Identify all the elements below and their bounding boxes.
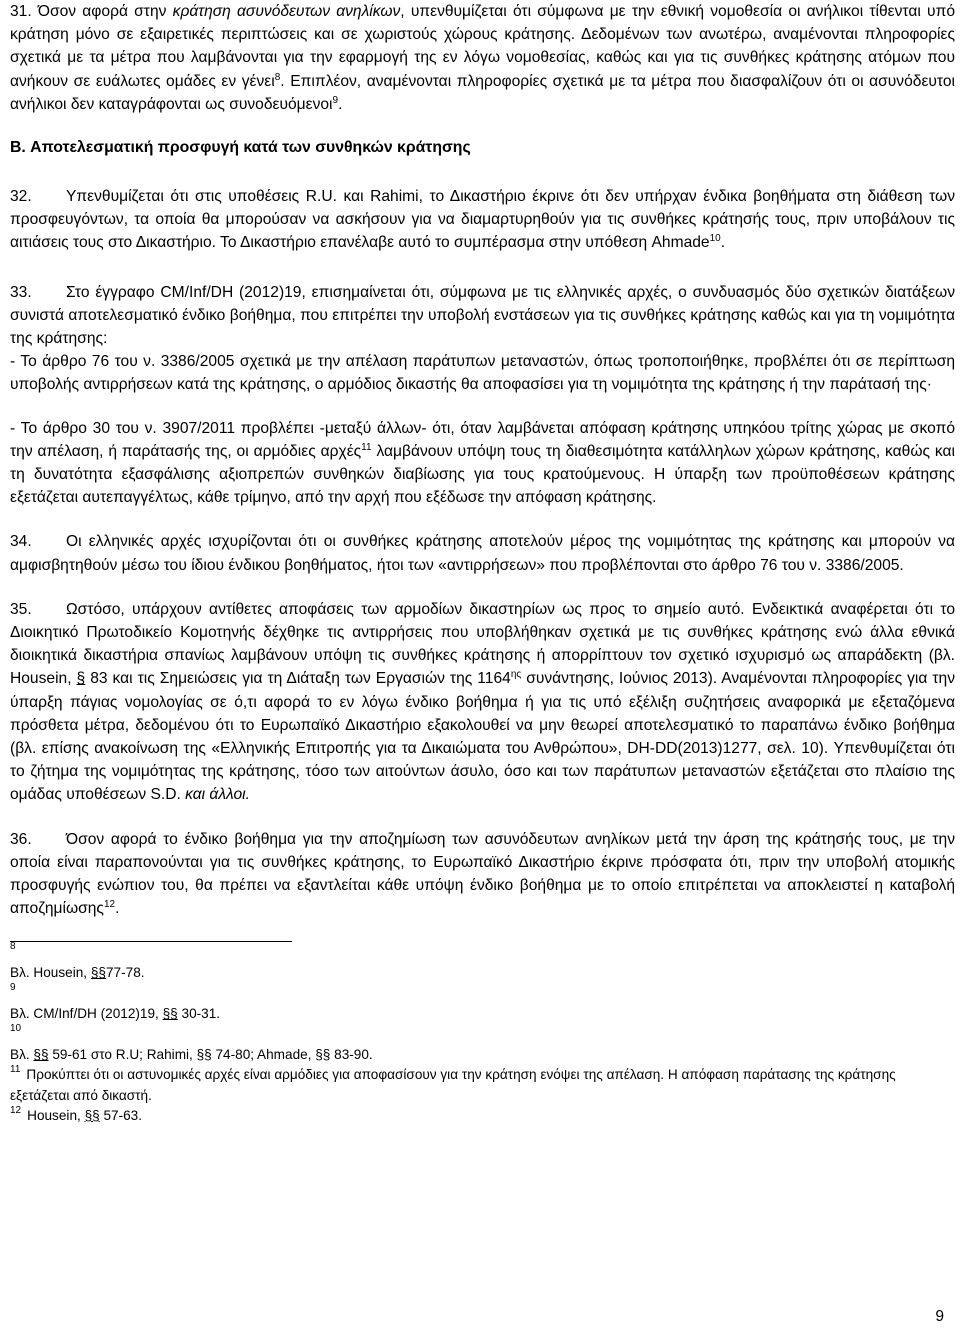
paragraph-number: 36. bbox=[10, 830, 32, 848]
page-number: 9 bbox=[935, 1308, 944, 1325]
section-heading: B. Αποτελεσματική προσφυγή κατά των συνθηκών κράτησης bbox=[10, 139, 471, 157]
document-page bbox=[10, 0, 955, 1127]
paragraph-34: 34. Οι ελληνικές αρχές ισχυρίζονται ότι οι συνθήκες κράτησης αποτελούν μέρος της νομιμότητας της κράτησης και μπορούν να αμφισβητηθούν μέσω του ίδιου ένδικου βοηθήματος, ήτοι των «αντιρρήσεων» που προβλέπονται στο άρθρο 76 του ν. 3386/2005. bbox=[10, 530, 955, 576]
paragraph-number: 34. bbox=[10, 533, 32, 551]
paragraph-31: 31. Όσον αφορά στην κράτηση ασυνόδευτων ανηλίκων, υπενθυμίζεται ότι σύμφωνα με την εθνική νομοθεσία οι ανήλικοι τίθενται υπό κράτηση μόνο σε εξαιρετικές περιπτώσεις και σε χωριστούς χώρους κράτησης. Δεδομένων των ανωτέρω, αναμένονται πληροφορίες σχετικά με τα μέτρα που λαμβάνονται για την εφαρμογή της εν λόγω νομοθεσίας, καθώς και για τις συνθήκες κράτησης ατόμων που ανήκουν σε ευάλωτες ομάδες εν γένει$^8$. Επιπλέον, αναμένονται πληροφορίες σχετικά με τα μέτρα που διασφαλίζουν ότι οι ασυνόδευτοι ανήλικοι δεν καταγράφονται ως συνοδευόμενοι$^9$. bbox=[10, 3, 956, 113]
footnote-ref-12[interactable]: 12 bbox=[103, 899, 116, 911]
footnote-10: $^{10}$ Βλ. §§ 59-61 στο R.U; Rahimi, §§ 74-80; Ahmade, §§ 83-90. bbox=[10, 1022, 373, 1062]
paragraph-33-item-1: - Το άρθρο 76 του ν. 3386/2005 σχετικά με την απέλαση παράτυπων μεταναστών, όπως τροποποιήθηκε, προβλέπει ότι σε περίπτωση υποβολής αντιρρήσεων κατά της κράτησης, ο αρμόδιος δικαστής θα αποφασίσει για τη νομιμότητα της κράτησης ή την παράτασή της· bbox=[10, 353, 955, 394]
paragraph-36: 36. Όσον αφορά το ένδικο βοήθημα για την αποζημίωση των ασυνόδευτων ανηλίκων μετά την άρση της κράτησής τους, με την οποία είναι παραπονούνται για τις συνθήκες κράτησης, το Ευρωπαϊκό Δικαστήριο έκρινε πρόσφατα ότι, πριν την υποβολή ατομικής προσφυγής ενώπιον του, θα πρέπει να εξαντλείται κάθε υπόψη ένδικο βοήθημα με το οποίο επιτρέπεται να αποκλειστεί η καταβολή αποζημίωσης$^{12}$. bbox=[10, 828, 955, 921]
paragraph-33: 33. Στο έγγραφο CM/Inf/DH (2012)19, επισημαίνεται ότι, σύμφωνα με τις ελληνικές αρχές, ο συνδυασμός δύο σχετικών διατάξεων συνιστά αποτελεσματικό ένδικο βοήθημα, που επιτρέπει την υποβολή ενστάσεων για τις συνθήκες κράτησης καθώς και για τη νομιμότητα της κράτησης: bbox=[10, 281, 955, 351]
paragraph-32: 32. Υπενθυμίζεται ότι στις υποθέσεις R.U. και Rahimi, το Δικαστήριο έκρινε ότι δεν υπήρχαν ένδικα βοηθήματα στη διάθεση των προσφευγόντων, τα οποία θα μπορούσαν να ασκήσουν για να διαμαρτυρηθούν για τις συνθήκες κράτησής τους, πριν υποβάλουν τις αιτιάσεις τους στο Δικαστήριο. Το Δικαστήριο επανέλαβε αυτό το συμπέρασμα στην υπόθεση Ahmade$^{10}$. bbox=[10, 185, 955, 255]
paragraph-35: 35. Ωστόσο, υπάρχουν αντίθετες αποφάσεις των αρμοδίων δικαστηρίων ως προς το σημείο αυτό. Ενδεικτικά αναφέρεται ότι το Διοικητικό Πρωτοδικείο Κομοτηνής δέχθηκε τις αντιρρήσεις που υποβλήθηκαν σχετικά με τις συνθήκες κράτησης ενώ άλλα εθνικά διοικητικά δικαστήρια σπανίως λαμβάνουν υπόψη τις συνθήκες κράτησης ή απορρίπτουν τον σχετικό ισχυρισμό ως απαράδεκτη (βλ. Housein, § 83 και τις Σημειώσεις για τη Διάταξη των Εργασιών της $1164^{\eta\varsigma}$ συνάντησης, Ιούνιος 2013). Αναμένονται πληροφορίες για την ύπαρξη πάγιας νομολογίας σε ό,τι αφορά το εν λόγω ένδικο βοήθημα ή για τις υπό εξέλιξη συζητήσεις αναφορικά με εξεταζόμενα πρόσθετα μέτρα, δεδομένου ότι το Ευρωπαϊκό Δικαστήριο εξακολουθεί να μην θεωρεί αποτελεσματικό το παραπάνω ένδικο βοήθημα (βλ. επίσης ανακοίνωση της «Ελληνικής Επιτροπής για τα Δικαιώματα του Ανθρώπου», DH-DD(2013)1277, σελ. 10). Υπενθυμίζεται ότι το ζήτημα της νομιμότητας της κράτησης, τόσο των αιτούντων άσυλο, όσο και των παράτυπων μεταναστών εξετάζεται στο πλαίσιο της ομάδας υποθέσεων S.D. και άλλοι. bbox=[10, 598, 955, 807]
footnote-11: $^{11}$ Προκύπτει ότι οι αστυνομικές αρχές είναι αρμόδιες για αποφασίσουν για την κράτηση ενόψει της απέλαση. Η απόφαση παράτασης της κράτησης εξετάζεται από δικαστή. bbox=[10, 1063, 896, 1103]
footnote-ref-9[interactable]: 9 bbox=[332, 94, 339, 106]
paragraph-number: 32. bbox=[10, 188, 32, 206]
paragraph-number: 31. bbox=[10, 3, 32, 20]
footnote-ref-10[interactable]: 10 bbox=[709, 233, 721, 245]
paragraph-number: 33. bbox=[10, 283, 32, 301]
paragraph-33-item-2: - Το άρθρο 30 του ν. 3907/2011 προβλέπει -μεταξύ άλλων- ότι, όταν λαμβάνεται απόφαση κράτησης υπηκόου τρίτης χώρας με σκοπό την απέλαση, ή παράτασής της, οι αρμόδιες αρχές$^{11}$ λαμβάνουν υπόψη τους τη διαθεσιμότητα κατάλληλων χώρων κράτησης, καθώς και τη δυνατότητα εξασφάλισης αξιοπρεπών συνθηκών διαβίωσης για τους κρατούμενους. Η ύπαρξη των προϋποθέσεων κράτησης εξετάζεται αυτεπαγγέλτως, κάθε τρίμηνο, από την αρχή που εξέδωσε την απόφαση κράτησης. bbox=[10, 419, 955, 507]
footnote-ref-11[interactable]: 11 bbox=[361, 441, 372, 453]
footnote-8: $^8$ Βλ. Housein, §§77-78. bbox=[10, 940, 145, 980]
footnote-12: $^{12}$ Housein, §§ 57-63. bbox=[10, 1104, 143, 1123]
footnote-ref-8[interactable]: 8 bbox=[274, 71, 281, 83]
paragraph-number: 35. bbox=[10, 600, 32, 618]
footnote-9: $^9$ Βλ. CM/Inf/DH (2012)19, §§ 30-31. bbox=[10, 981, 221, 1021]
footnotes bbox=[10, 942, 955, 1128]
